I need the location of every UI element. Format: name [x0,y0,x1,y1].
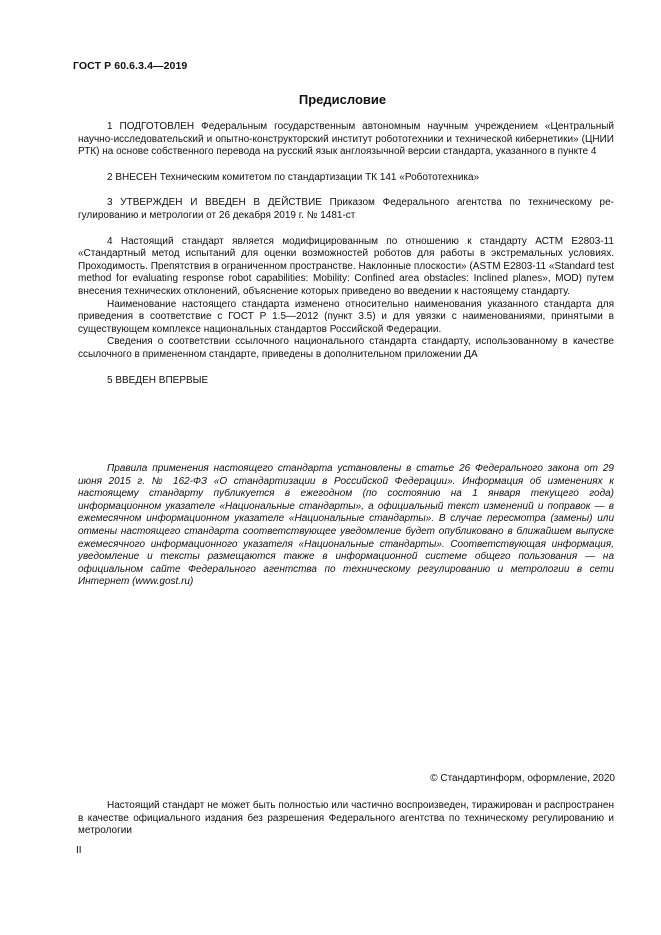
page-number: II [76,845,82,856]
rights-statement [78,800,614,838]
section-title: Предисловие [298,92,387,107]
rights-text: Настоящий стандарт не может быть полностью или частично воспроизведен, тиражирован и распространен в качестве официального издания без разрешения Федерального агентства по техническому регулированию и метрологии [78,800,614,837]
application-rules-notice [78,463,614,589]
paragraph-prepared: 1 ПОДГОТОВЛЕН Федеральным государственным автономным научным учреждением «Центральный научно-исследовательский и опытно-конструкторский институт робототехники и технической кибернетики» (ЦНИИ РТК) на основе собственного перевода на русский язык англоязычной версии стандарта, указанного в пункте 4 [78,121,614,158]
paragraph-submitted: 2 ВНЕСЕН Техническим комитетом по стандартизации ТК 141 «Робототехника» [107,171,480,183]
paragraph-references: Сведения о соответствии ссылочного национального стандарта стандарту, использованному в качестве ссылочного в примененном стандарте, приведены в дополнительном приложении ДА [78,336,614,360]
foreword-body [78,121,614,387]
paragraph-name-change: Наименование настоящего стандарта изменено относительно наименования указанного стандарта для приведения в соответствие с ГОСТ Р 1.5—2012 (пункт 3.5) и для увязки с наименованиями, принятыми в существующем комплексе национальных стандартов Российской Федерации. [78,298,614,335]
paragraph-first-introduced: 5 ВВЕДЕН ВПЕРВЫЕ [107,374,209,386]
copyright-line: © Стандартинформ, оформление, 2020 [430,773,615,784]
notice-text: Правила применения настоящего стандарта установлены в статье 26 Федерального закона от 29 июня 2015 г. № 162-ФЗ «О стандартизации в Российской Федерации». Информация об изменениях к настоящему стандарту публикуется в ежегодном (по состоянию на 1 января текущего года) информационном указателе «Национальные стандарты», а официальный текст изменений и поправок — в ежемесячном информационном указателе «Национальные стандарты». В случае пересмотра (замены) или отмены настоящего стандарта соответствующее уведомление будет опубликовано в ближайшем выпуске ежемесячного информационного указателя «Национальные стандарты». Соответствующая информация, уведомление и тексты размещаются также в информационной системе общего пользования — на официальном сайте Федерального агентства по техническому регулированию и метрологии в сети Интернет (www.gost.ru) [78,463,614,588]
document-code: ГОСТ Р 60.6.3.4—2019 [73,60,188,72]
paragraph-approved: 3 УТВЕРЖДЕН И ВВЕДЕН В ДЕЙСТВИЕ Приказом Федерального агентства по техническому регулированию и метрологии от 26 декабря 2019 г. № 1481-ст [78,197,614,221]
paragraph-modified: 4 Настоящий стандарт является модифицированным по отношению к стандарту АСТМ Е2803-11 «Стандартный метод испытаний для оценки возможностей роботов для работы в экстремальных условиях. Проходимость. Препятствия в ограниченном пространстве. Наклонные плоскости» (ASTM E2803-11 «Standard test method for evaluating response robot capabilities: Mobility: Confined area obstacles: Inclined planes», MOD) путем внесения технических отклонений, объяснение которых приведено во введении к настоящему стандарту. [78,235,614,297]
